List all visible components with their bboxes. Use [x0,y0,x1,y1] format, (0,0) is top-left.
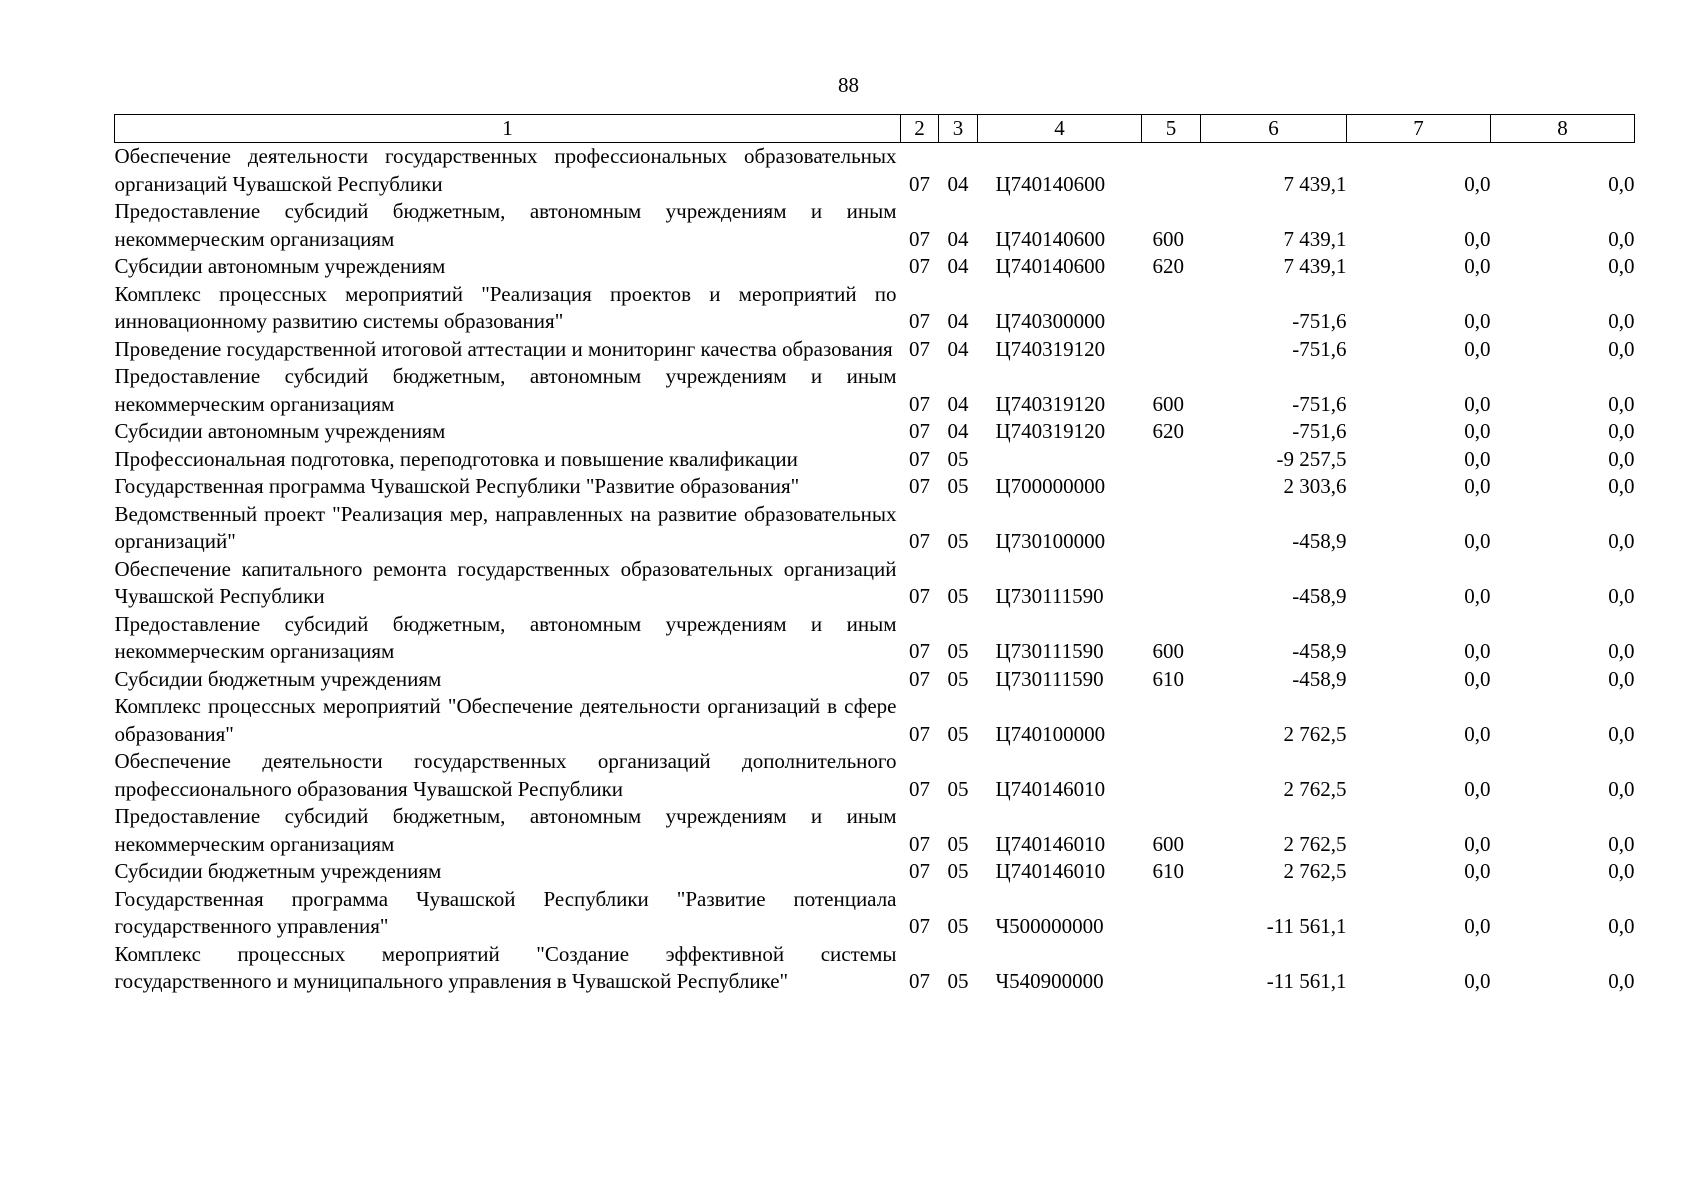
table-row [115,941,1635,996]
header-col-2: 2 [901,115,939,143]
row-amount-col-7: 0,0 [1464,474,1491,498]
row-name: Обеспечение деятельности государственных организаций дополнительного профессионального образования Чувашской Республики [114,749,897,801]
row-section-code: 07 [909,666,930,691]
row-subsection-code: 04 [947,336,969,361]
row-subsection-code: 04 [947,226,969,251]
row-target-item-code: Ц730111590 [995,584,1104,608]
row-amount-col-6: 7 439,1 [1283,226,1347,251]
header-col-6: 6 [1201,115,1347,143]
row-expense-type-code [1142,143,1201,199]
header-col-4: 4 [978,115,1142,143]
row-target-item-code: Ц740319120 [995,391,1106,416]
row-section-code: 07 [909,529,930,553]
row-section-code: 07 [909,446,930,471]
row-expense-type-code: 610 [1152,859,1184,883]
row-amount-col-7: 0,0 [1464,446,1491,471]
row-target-item-code: Ц730100000 [995,529,1106,553]
row-amount-col-6: -458,9 [1292,529,1347,553]
row-section-code: 07 [909,831,930,856]
row-amount-col-8: 0,0 [1608,226,1635,251]
row-section-code: 07 [909,391,930,416]
row-subsection-code: 04 [947,419,969,443]
row-target-item-code: Ч500000000 [995,914,1104,938]
row-amount-col-8: 0,0 [1608,969,1635,993]
row-section-code: 07 [909,419,930,443]
row-subsection-code: 04 [947,171,969,196]
row-target-item-code: Ч540900000 [995,969,1104,993]
row-name: Государственная программа Чувашской Республики "Развитие образования" [114,474,800,498]
row-section-code: 07 [909,226,930,251]
row-name: Обеспечение деятельности государственных профессиональных образовательных организаций Чувашской Республики [114,144,897,196]
row-subsection-code: 05 [947,666,969,691]
header-col-8: 8 [1491,115,1635,143]
row-amount-col-8: 0,0 [1608,254,1635,278]
row-name: Обеспечение капитального ремонта государственных образовательных организаций Чувашской Республики [114,556,897,608]
row-section-code: 07 [909,474,930,498]
row-subsection-code: 05 [947,914,969,938]
row-amount-col-7: 0,0 [1464,969,1491,993]
row-target-item-code: Ц740146010 [995,776,1106,801]
row-section-code: 07 [909,639,930,663]
table-row [115,446,1635,474]
row-amount-col-7: 0,0 [1464,391,1491,416]
row-amount-col-6: -751,6 [1292,336,1347,361]
row-name: Субсидии бюджетным учреждениям [114,666,442,691]
row-amount-col-6: 2 762,5 [1283,721,1347,746]
row-amount-col-6: -11 561,1 [1266,914,1347,938]
row-name: Профессиональная подготовка, переподготовка и повышение квалификации [114,446,798,471]
row-name: Предоставление субсидий бюджетным, автономным учреждениям и иным некоммерческим организациям [114,199,897,251]
row-target-item-code: Ц740100000 [995,721,1106,746]
table-row [115,556,1635,611]
row-amount-col-8: 0,0 [1608,529,1635,553]
row-amount-col-8: 0,0 [1608,446,1635,471]
table-row [115,473,1635,501]
row-expense-type-code [1142,886,1201,941]
row-amount-col-8: 0,0 [1608,309,1635,333]
row-name: Комплекс процессных мероприятий "Реализация проектов и мероприятий по инновационному развитию системы образования" [114,281,897,333]
row-subsection-code: 05 [947,446,969,471]
row-expense-type-code [1142,556,1201,611]
table-row [115,253,1635,281]
row-name: Субсидии бюджетным учреждениям [114,859,442,883]
row-amount-col-8: 0,0 [1608,776,1635,801]
table-row [115,748,1635,803]
row-amount-col-7: 0,0 [1464,584,1491,608]
row-amount-col-6: -751,6 [1292,419,1347,443]
row-amount-col-7: 0,0 [1464,336,1491,361]
row-target-item-code: Ц740146010 [995,831,1106,856]
row-expense-type-code: 600 [1152,391,1184,416]
row-amount-col-7: 0,0 [1464,776,1491,801]
row-subsection-code: 05 [947,969,969,993]
row-amount-col-6: 2 762,5 [1283,831,1347,856]
row-name: Предоставление субсидий бюджетным, автономным учреждениям и иным некоммерческим организациям [114,611,897,663]
row-section-code: 07 [909,336,930,361]
row-amount-col-7: 0,0 [1464,529,1491,553]
row-subsection-code: 05 [947,584,969,608]
row-amount-col-7: 0,0 [1464,419,1491,443]
header-col-7: 7 [1347,115,1491,143]
table-row [115,336,1635,364]
row-amount-col-7: 0,0 [1464,309,1491,333]
budget-table [114,114,1635,996]
row-name: Субсидии автономным учреждениям [114,254,446,278]
row-name: Государственная программа Чувашской Республики "Развитие потенциала государственного управления" [114,886,897,938]
row-expense-type-code [1142,941,1201,996]
row-amount-col-6: -751,6 [1292,391,1347,416]
table-row [115,803,1635,858]
row-target-item-code: Ц740140600 [995,254,1106,278]
row-target-item-code: Ц740140600 [995,226,1106,251]
row-expense-type-code: 600 [1152,831,1184,856]
row-target-item-code: Ц700000000 [995,474,1106,498]
table-row [115,858,1635,886]
row-name: Предоставление субсидий бюджетным, автономным учреждениям и иным некоммерческим организациям [114,364,897,416]
row-amount-col-6: 7 439,1 [1283,254,1347,278]
row-subsection-code: 05 [947,776,969,801]
row-amount-col-7: 0,0 [1464,914,1491,938]
row-amount-col-7: 0,0 [1464,721,1491,746]
row-amount-col-6: -458,9 [1292,666,1347,691]
row-section-code: 07 [909,859,930,883]
row-section-code: 07 [909,584,930,608]
row-amount-col-7: 0,0 [1464,254,1491,278]
row-amount-col-6: 2 762,5 [1283,859,1347,883]
row-amount-col-8: 0,0 [1608,391,1635,416]
row-amount-col-8: 0,0 [1608,584,1635,608]
row-amount-col-8: 0,0 [1608,639,1635,663]
row-expense-type-code: 620 [1152,419,1184,443]
row-section-code: 07 [909,721,930,746]
table-row [115,281,1635,336]
row-amount-col-8: 0,0 [1608,914,1635,938]
table-row [115,666,1635,694]
row-subsection-code: 05 [947,721,969,746]
row-amount-col-7: 0,0 [1464,639,1491,663]
row-amount-col-6: -751,6 [1292,309,1347,333]
row-name: Комплекс процессных мероприятий "Обеспечение деятельности организаций в сфере образования" [114,694,897,746]
row-expense-type-code [1142,748,1201,803]
row-amount-col-8: 0,0 [1608,419,1635,443]
row-expense-type-code: 600 [1152,226,1184,251]
row-amount-col-7: 0,0 [1464,666,1491,691]
row-section-code: 07 [909,969,930,993]
row-name: Комплекс процессных мероприятий "Создание эффективной системы государственного и муниципального управления в Чувашской Республике" [114,941,897,993]
row-subsection-code: 04 [947,309,969,333]
table-row [115,611,1635,666]
row-section-code: 07 [909,776,930,801]
row-name: Предоставление субсидий бюджетным, автономным учреждениям и иным некоммерческим организациям [114,804,897,856]
row-expense-type-code [1142,501,1201,556]
header-col-5: 5 [1142,115,1201,143]
row-amount-col-6: 2 303,6 [1283,474,1347,498]
row-amount-col-6: 2 762,5 [1283,776,1347,801]
row-expense-type-code [1142,693,1201,748]
row-target-item-code: Ц730111590 [995,666,1104,691]
header-row [115,115,1635,143]
row-amount-col-8: 0,0 [1608,336,1635,361]
page-number: 88 [838,73,859,97]
row-amount-col-8: 0,0 [1608,474,1635,498]
header-col-3: 3 [939,115,978,143]
row-amount-col-8: 0,0 [1608,666,1635,691]
row-amount-col-8: 0,0 [1608,859,1635,883]
row-subsection-code: 04 [947,254,969,278]
row-target-item-code: Ц740300000 [995,309,1106,333]
row-amount-col-7: 0,0 [1464,171,1491,196]
table-row [115,501,1635,556]
row-expense-type-code [1142,446,1201,474]
row-target-item-code: Ц740319120 [995,419,1106,443]
row-amount-col-7: 0,0 [1464,831,1491,856]
row-expense-type-code: 620 [1152,254,1184,278]
row-name: Субсидии автономным учреждениям [114,419,446,443]
row-amount-col-6: -458,9 [1292,639,1347,663]
row-name: Проведение государственной итоговой аттестации и мониторинг качества образования [114,336,893,361]
table-row [115,363,1635,418]
row-section-code: 07 [909,309,930,333]
row-section-code: 07 [909,914,930,938]
row-target-item-code: Ц740146010 [995,859,1106,883]
row-subsection-code: 05 [947,529,969,553]
table-row [115,418,1635,446]
row-subsection-code: 05 [947,474,969,498]
table-row [115,886,1635,941]
row-name: Ведомственный проект "Реализация мер, направленных на развитие образовательных организаций" [114,501,897,553]
row-amount-col-7: 0,0 [1464,226,1491,251]
table-row [115,693,1635,748]
row-amount-col-8: 0,0 [1608,721,1635,746]
row-subsection-code: 05 [947,859,969,883]
row-subsection-code: 05 [947,831,969,856]
row-amount-col-6: 7 439,1 [1283,171,1347,196]
row-amount-col-7: 0,0 [1464,859,1491,883]
header-col-1: 1 [115,115,901,143]
row-target-item-code: Ц730111590 [995,639,1104,663]
row-section-code: 07 [909,171,930,196]
row-amount-col-6: -458,9 [1292,584,1347,608]
row-expense-type-code [1142,281,1201,336]
row-expense-type-code [1142,473,1201,501]
row-subsection-code: 04 [947,391,969,416]
table-row [115,198,1635,253]
row-expense-type-code: 600 [1152,639,1184,663]
row-amount-col-6: -9 257,5 [1276,446,1347,471]
row-section-code: 07 [909,254,930,278]
row-amount-col-8: 0,0 [1608,171,1635,196]
row-target-item-code [978,446,1142,474]
row-target-item-code: Ц740140600 [995,171,1106,196]
row-expense-type-code: 610 [1152,666,1184,691]
row-amount-col-6: -11 561,1 [1266,969,1347,993]
row-subsection-code: 05 [947,639,969,663]
row-target-item-code: Ц740319120 [995,336,1106,361]
table-row [115,143,1635,199]
row-expense-type-code [1142,336,1201,364]
row-amount-col-8: 0,0 [1608,831,1635,856]
